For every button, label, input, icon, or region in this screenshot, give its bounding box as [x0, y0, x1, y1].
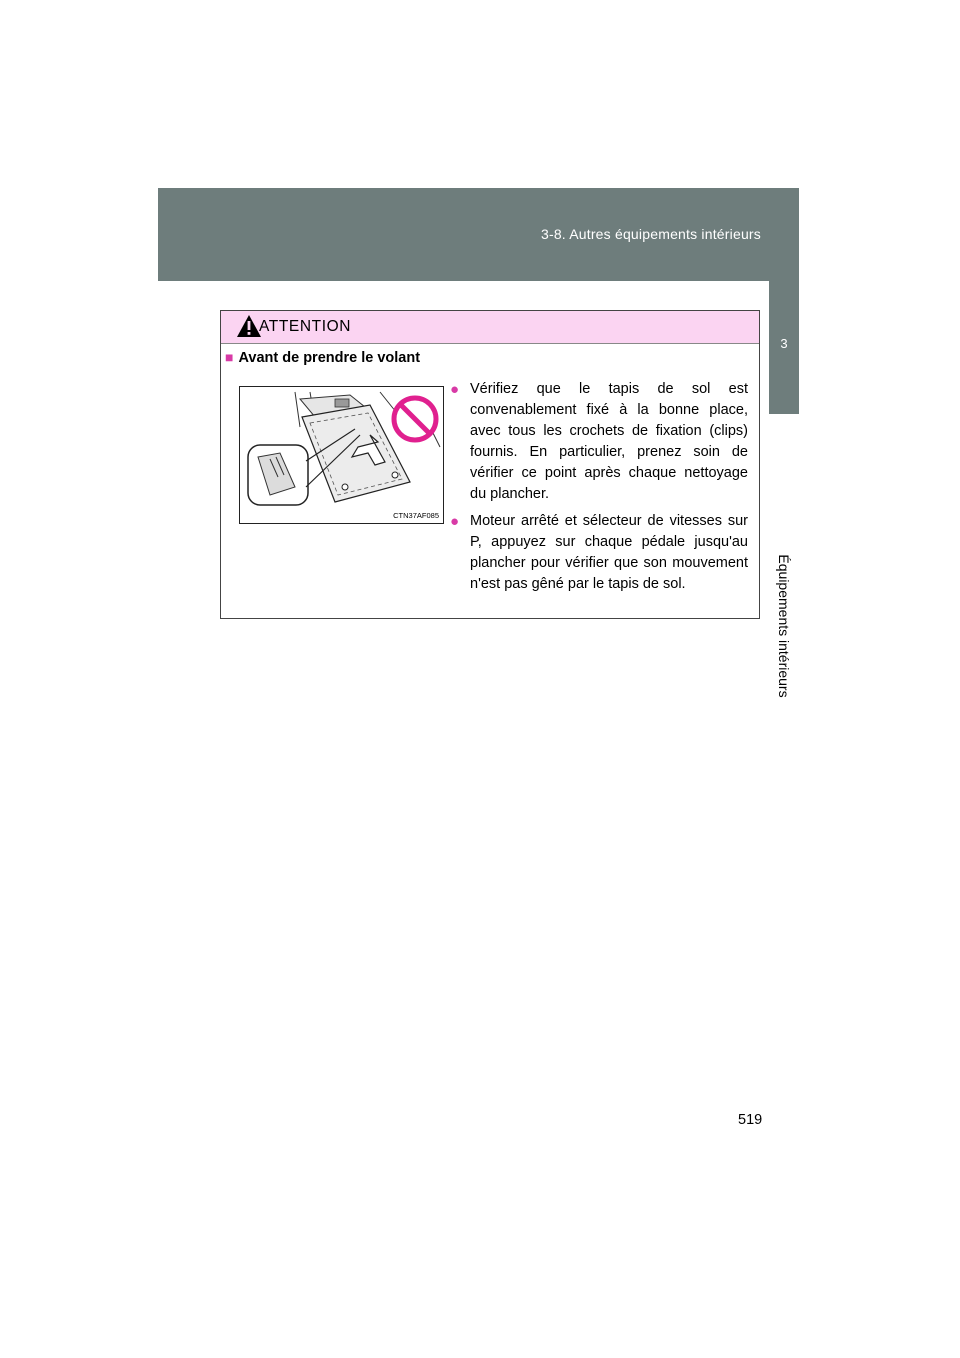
section-header-band — [158, 188, 799, 281]
section-title: 3-8. Autres équipements intérieurs — [540, 226, 761, 242]
subheading-text: Avant de prendre le volant — [238, 350, 421, 366]
caution-header — [221, 311, 759, 344]
chapter-tab-label-area — [769, 414, 799, 791]
figure-code: CTN37AF085 — [393, 511, 439, 520]
chapter-label: Équipements intérieurs — [776, 554, 792, 698]
bullet-dot-icon: ● — [450, 381, 460, 398]
bullet-text: Moteur arrêté et sélecteur de vitesses sur P, appuyez sur chaque pédale jusqu'au plancher pour vérifier que son mouvement n'est pas gêné par le tapis de sol. — [470, 513, 748, 592]
caution-subheading — [225, 349, 420, 366]
caution-title: ATTENTION — [259, 318, 352, 335]
chapter-tab — [769, 281, 799, 414]
caution-box — [220, 310, 760, 619]
list-item — [450, 511, 748, 595]
bullet-text: Vérifiez que le tapis de sol est convenablement fixé à la bonne place, avec tous les crochets de fixation (clips) fournis. En particulier, prenez soin de vérifier ce point après chaque nettoyage du plancher. — [470, 381, 748, 502]
square-bullet-icon: ■ — [225, 349, 234, 365]
list-item — [450, 379, 748, 505]
floor-mat-illustration — [239, 386, 444, 524]
bullet-dot-icon: ● — [450, 513, 460, 530]
floor-mat-drawing — [240, 387, 444, 524]
page-number: 519 — [738, 1112, 763, 1128]
chapter-number: 3 — [780, 336, 788, 351]
bullet-list — [450, 379, 748, 601]
